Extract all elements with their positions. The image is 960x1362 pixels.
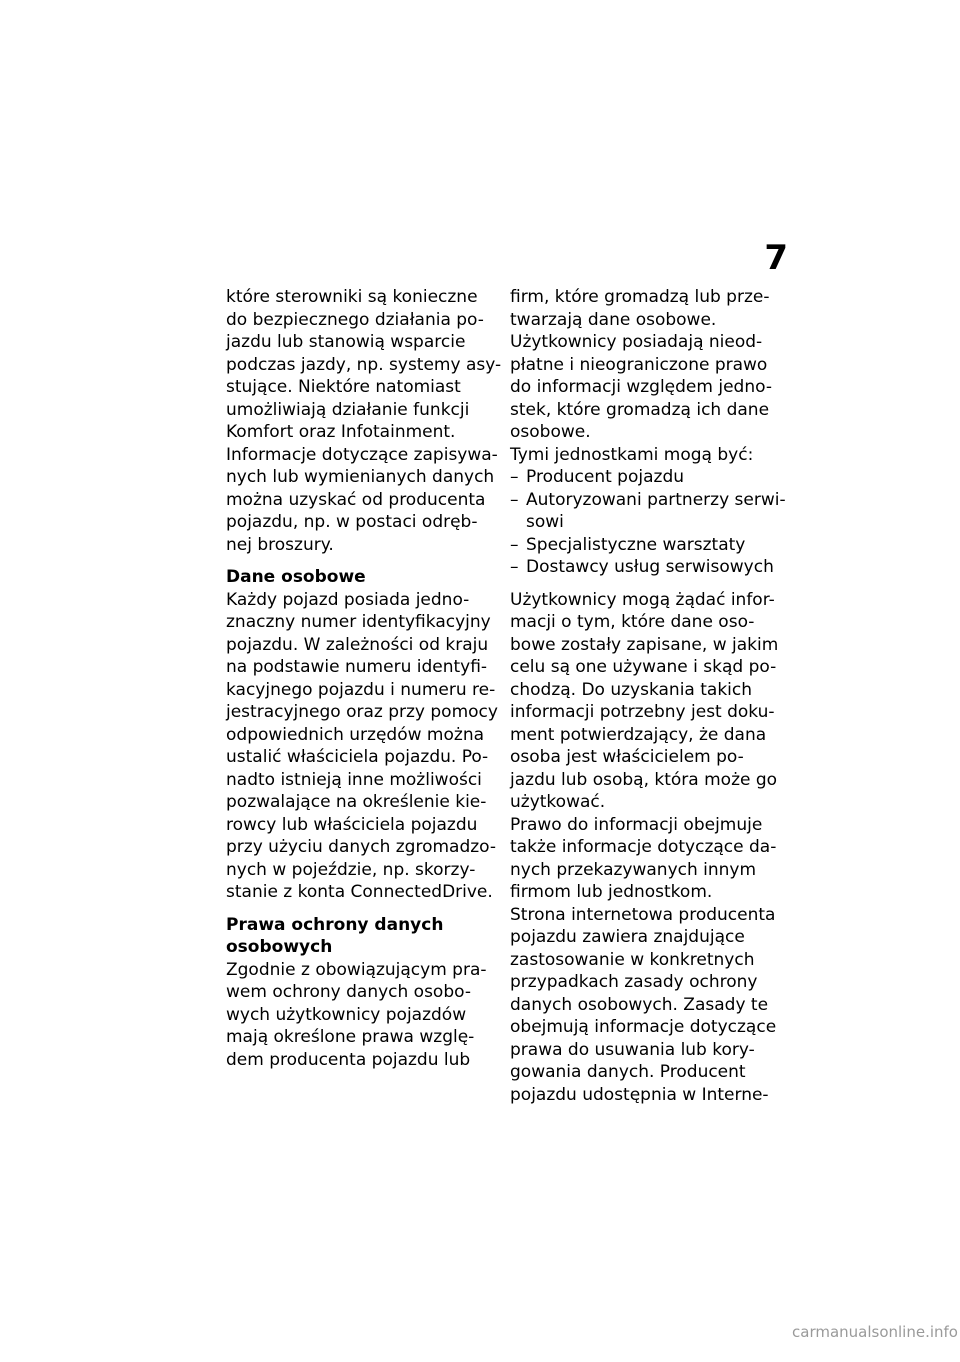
text-line: Prawo do informacji obejmuje xyxy=(510,814,763,835)
list-item xyxy=(510,556,780,579)
text-line: osobowe. xyxy=(510,422,591,442)
text-line: osobowych xyxy=(226,937,333,957)
text-line: firm, które gromadzą lub prze- xyxy=(510,287,770,307)
text-line: celu są one używane i skąd po- xyxy=(510,657,777,677)
entities-list xyxy=(510,466,786,579)
text-line: gowania danych. Producent xyxy=(510,1062,746,1082)
page-number: 7 xyxy=(764,238,788,278)
text-line: obejmują informacje dotyczące xyxy=(510,1017,777,1037)
text-line: pojazdu. W zależności od kraju xyxy=(226,634,489,655)
text-line: stanie z konta ConnectedDrive. xyxy=(226,882,493,902)
list-item xyxy=(510,489,786,512)
text-line: płatne i nieograniczone prawo xyxy=(510,354,768,375)
text-line: stujące. Niektóre natomiast xyxy=(226,377,461,397)
text-line: firmom lub jednostkom. xyxy=(510,882,713,902)
text-line: twarzają dane osobowe. xyxy=(510,309,717,330)
text-line: nych lub wymienianych danych xyxy=(226,467,495,487)
text-line: które sterowniki są konieczne xyxy=(226,287,478,307)
text-line: chodzą. Do uzyskania takich xyxy=(510,679,753,700)
text-line: Tymi jednostkami mogą być: xyxy=(510,444,754,465)
text-line: kacyjnego pojazdu i numeru re- xyxy=(226,679,496,700)
list-item-text: Autoryzowani partnerzy serwi- xyxy=(526,489,786,510)
text-line: bowe zostały zapisane, w jakim xyxy=(510,634,779,655)
text-line: Każdy pojazd posiada jedno- xyxy=(226,589,470,610)
left-column xyxy=(226,286,502,1071)
text-line: do bezpiecznego działania po- xyxy=(226,309,484,330)
text-line: osoba jest właścicielem po- xyxy=(510,747,744,767)
information-rights-paragraph xyxy=(510,589,780,1107)
section-heading-personal-data: Dane osobowe xyxy=(226,567,366,587)
text-line: Komfort oraz Infotainment. xyxy=(226,422,456,442)
watermark: carmanualsonline.info xyxy=(792,1323,958,1341)
list-item xyxy=(510,466,780,489)
data-protection-paragraph xyxy=(226,959,496,1072)
text-line: Informacje dotyczące zapisywa- xyxy=(226,444,498,465)
text-line: Prawa ochrony danych xyxy=(226,914,444,935)
text-line: ment potwierdzający, że dana xyxy=(510,724,767,745)
text-line: użytkować. xyxy=(510,792,606,812)
personal-data-paragraph xyxy=(226,589,496,904)
text-line: także informacje dotyczące da- xyxy=(510,837,777,857)
text-line: stek, które gromadzą ich dane xyxy=(510,399,770,420)
text-line: można uzyskać od producenta xyxy=(226,489,486,510)
text-line: pojazdu udostępnia w Interne- xyxy=(510,1084,769,1105)
list-dash: – xyxy=(510,489,519,510)
text-line: przy użyciu danych zgromadzo- xyxy=(226,837,497,857)
right-column xyxy=(510,286,786,1106)
text-line: pojazdu zawiera znajdujące xyxy=(510,927,745,947)
text-line: rowcy lub właściciela pojazdu xyxy=(226,814,478,835)
text-line: znaczny numer identyfikacyjny xyxy=(226,612,491,632)
text-line: Zgodnie z obowiązującym pra- xyxy=(226,959,487,980)
text-line: informacji potrzebny jest doku- xyxy=(510,702,775,722)
text-line: podczas jazdy, np. systemy asy- xyxy=(226,354,502,375)
text-line: zastosowanie w konkretnych xyxy=(510,949,755,970)
intro-paragraph-right xyxy=(510,286,780,466)
list-dash: – xyxy=(510,557,519,577)
text-line: danych osobowych. Zasady te xyxy=(510,994,769,1015)
list-item-text: Producent pojazdu xyxy=(526,467,685,487)
text-line: nej broszury. xyxy=(226,534,334,555)
text-line: Użytkownicy posiadają nieod- xyxy=(510,332,763,352)
text-line: odpowiednich urzędów można xyxy=(226,724,485,745)
text-line: nych w pojeździe, np. skorzy- xyxy=(226,859,476,880)
section-heading-data-protection-rights xyxy=(226,914,496,959)
text-line: ustalić właściciela pojazdu. Po- xyxy=(226,747,489,767)
text-line: Użytkownicy mogą żądać infor- xyxy=(510,589,775,610)
list-dash: – xyxy=(510,467,519,487)
text-line: prawa do usuwania lub kory- xyxy=(510,1039,755,1060)
text-line: wych użytkownicy pojazdów xyxy=(226,1004,467,1025)
text-line: macji o tym, które dane oso- xyxy=(510,612,755,632)
intro-paragraph xyxy=(226,286,502,556)
text-line: na podstawie numeru identyfi- xyxy=(226,657,488,677)
text-line: wem ochrony danych osobo- xyxy=(226,982,471,1002)
text-line: jazdu lub stanowią wsparcie xyxy=(226,332,466,352)
list-item-text: Specjalistyczne warsztaty xyxy=(526,534,746,555)
list-item xyxy=(510,534,780,557)
text-line: pozwalające na określenie kie- xyxy=(226,792,487,812)
text-line: nych przekazywanych innym xyxy=(510,859,757,880)
list-item-continuation: sowi xyxy=(526,512,564,532)
text-line: dem producenta pojazdu lub xyxy=(226,1049,471,1070)
text-line: przypadkach zasady ochrony xyxy=(510,972,758,992)
text-line: jazdu lub osobą, która może go xyxy=(510,769,778,790)
text-line: mają określone prawa wzglę- xyxy=(226,1027,475,1047)
text-line: Strona internetowa producenta xyxy=(510,904,776,925)
list-dash: – xyxy=(510,534,519,555)
text-line: do informacji względem jedno- xyxy=(510,377,772,397)
text-line: umożliwiają działanie funkcji xyxy=(226,399,470,420)
text-line: nadto istnieją inne możliwości xyxy=(226,769,482,790)
list-item-text: Dostawcy usług serwisowych xyxy=(526,557,774,577)
text-line: jestracyjnego oraz przy pomocy xyxy=(226,702,498,722)
text-line: pojazdu, np. w postaci odręb- xyxy=(226,512,478,532)
